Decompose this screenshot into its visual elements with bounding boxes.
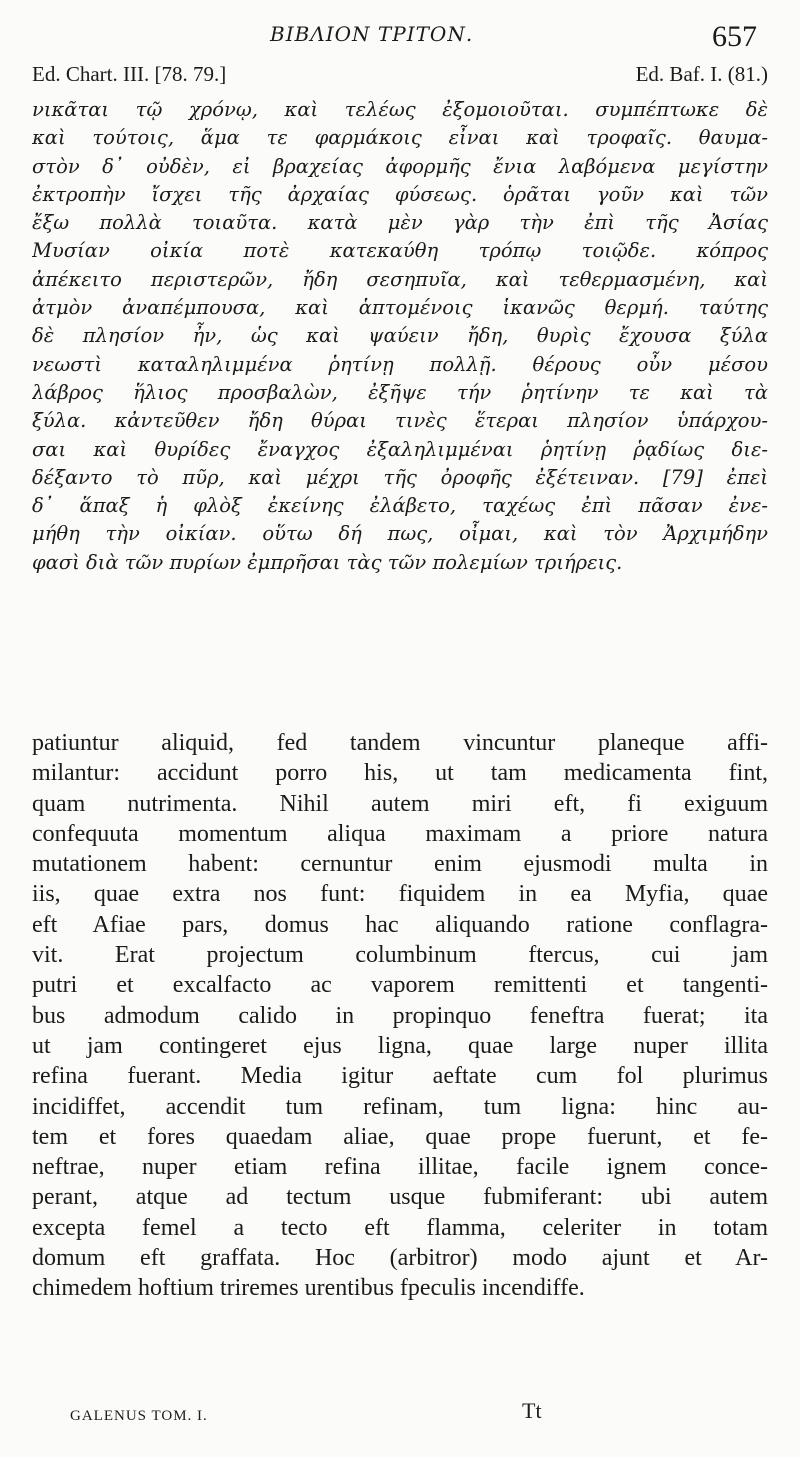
- latin-line: vit. Erat projectum columbinum ftercus, cui jam: [32, 942, 768, 969]
- latin-line: refina fuerant. Media igitur aeftate cum fol plurimus: [32, 1063, 768, 1090]
- greek-line: ξύλα. κἀντεῦθεν ἤδη θύραι τινὲς ἕτεραι πλησίον ὑπάρχου-: [32, 409, 768, 433]
- latin-line: mutationem habent: cernuntur enim ejusmodi multa in: [32, 851, 768, 878]
- latin-line: chimedem hoftium triremes urentibus fpeculis incendiffe.: [32, 1275, 585, 1302]
- latin-line: domum eft graffata. Hoc (arbitror) modo ajunt et Ar-: [32, 1245, 768, 1272]
- latin-line: incidiffet, accendit tum refinam, tum ligna: hinc au-: [32, 1093, 768, 1120]
- greek-line: νεωστὶ καταληλιμμένα ῥητίνῃ πολλῇ. θέρους οὖν μέσου: [32, 352, 768, 376]
- edition-reference-line: [32, 62, 768, 92]
- page-header: [0, 20, 800, 56]
- latin-line: ut jam contingeret ejus ligna, quae large nuper illita: [32, 1032, 768, 1059]
- greek-line: ἐκτροπὴν ἴσχει τῆς ἀρχαίας φύσεως. ὁρᾶται γοῦν καὶ τῶν: [32, 182, 768, 206]
- edition-basel-reference: Ed. Baf. I. (81.): [635, 62, 768, 86]
- greek-line: δὲ πλησίον ἦν, ὡς καὶ ψαύειν ἤδη, θυρὶς ἔχουσα ξύλα: [32, 324, 768, 348]
- latin-line: patiuntur aliquid, fed tandem vincuntur planeque affi-: [32, 730, 768, 756]
- latin-line: confequuta momentum aliqua maximam a priore natura: [32, 820, 768, 847]
- greek-line: σαι καὶ θυρίδες ἔναγχος ἐξαληλιμμέναι ῥητίνῃ ῥᾳδίως διε-: [32, 437, 768, 461]
- volume-signature: GALENUS TOM. I.: [70, 1408, 208, 1424]
- greek-line: δ᾽ ἅπαξ ἡ φλὸξ ἐκείνης ἐλάβετο, ταχέως ἐπὶ πᾶσαν ἐνε-: [32, 494, 768, 518]
- greek-line: ἀπέκειτο περιστερῶν, ἤδη σεσηπυῖα, καὶ τεθερμασμένη, καὶ: [32, 267, 768, 291]
- greek-text-block: [32, 96, 768, 577]
- latin-line: perant, atque ad tectum usque fubmiferant: ubi autem: [32, 1184, 768, 1211]
- greek-line: Μυσίαν οἰκία ποτὲ κατεκαύθη τρόπῳ τοιῷδε. κόπρος: [32, 239, 768, 263]
- greek-line: καὶ τούτοις, ἅμα τε φαρμάκοις εἶναι καὶ τροφαῖς. θαυμα-: [32, 126, 768, 150]
- greek-line: μήθη τὴν οἰκίαν. οὕτω δή πως, οἶμαι, καὶ τὸν Ἀρχιμήδην: [32, 522, 768, 546]
- latin-line: tem et fores quaedam aliae, quae prope fuerunt, et fe-: [32, 1123, 768, 1150]
- greek-line: ἔξω πολλὰ τοιαῦτα. κατὰ μὲν γὰρ τὴν ἐπὶ τῆς Ἀσίας: [32, 211, 768, 235]
- greek-line: λάβρος ἥλιος προσβαλὼν, ἐξῆψε τήν ῥητίνην τε καὶ τὰ: [32, 380, 768, 404]
- sheet-mark: Tt: [522, 1398, 542, 1423]
- latin-line: excepta femel a tecto eft flamma, celeriter in totam: [32, 1214, 768, 1241]
- latin-line: iis, quae extra nos funt: fiquidem in ea Myfia, quae: [32, 881, 768, 908]
- latin-text-block: [32, 728, 768, 1304]
- greek-line: φασὶ διὰ τῶν πυρίων ἐμπρῆσαι τὰς τῶν πολεμίων τριήρεις.: [32, 550, 623, 574]
- edition-chart-reference: Ed. Chart. III. [78. 79.]: [32, 62, 227, 86]
- running-title: ΒΙΒΛΙΟΝ ΤΡΙΤΟΝ.: [270, 22, 474, 46]
- latin-line: putri et excalfacto ac vaporem remittenti et tangenti-: [32, 972, 768, 999]
- page-footer: [0, 1398, 800, 1438]
- greek-line: στὸν δ᾽ οὐδὲν, εἰ βραχείας ἀφορμῆς ἔνια λαβόμενα μεγίστην: [32, 154, 768, 178]
- latin-line: bus admodum calido in propinquo feneftra fuerat; ita: [32, 1002, 768, 1029]
- greek-line: νικᾶται τῷ χρόνῳ, καὶ τελέως ἐξομοιοῦται. συμπέπτωκε δὲ: [32, 98, 768, 121]
- latin-line: quam nutrimenta. Nihil autem miri eft, fi exiguum: [32, 790, 768, 817]
- greek-line: δέξαντο τὸ πῦρ, καὶ μέχρι τῆς ὀροφῆς ἐξέτειναν. [79] ἐπεὶ: [32, 465, 768, 489]
- latin-line: milantur: accidunt porro his, ut tam medicamenta fint,: [32, 760, 768, 787]
- latin-line: neftrae, nuper etiam refina illitae, facile ignem conce-: [32, 1154, 768, 1181]
- page-number: 657: [712, 20, 757, 53]
- latin-line: eft Afiae pars, domus hac aliquando ratione conflagra-: [32, 911, 768, 938]
- greek-line: ἀτμὸν ἀναπέμπουσα, καὶ ἁπτομένοις ἱκανῶς θερμή. ταύτης: [32, 296, 768, 320]
